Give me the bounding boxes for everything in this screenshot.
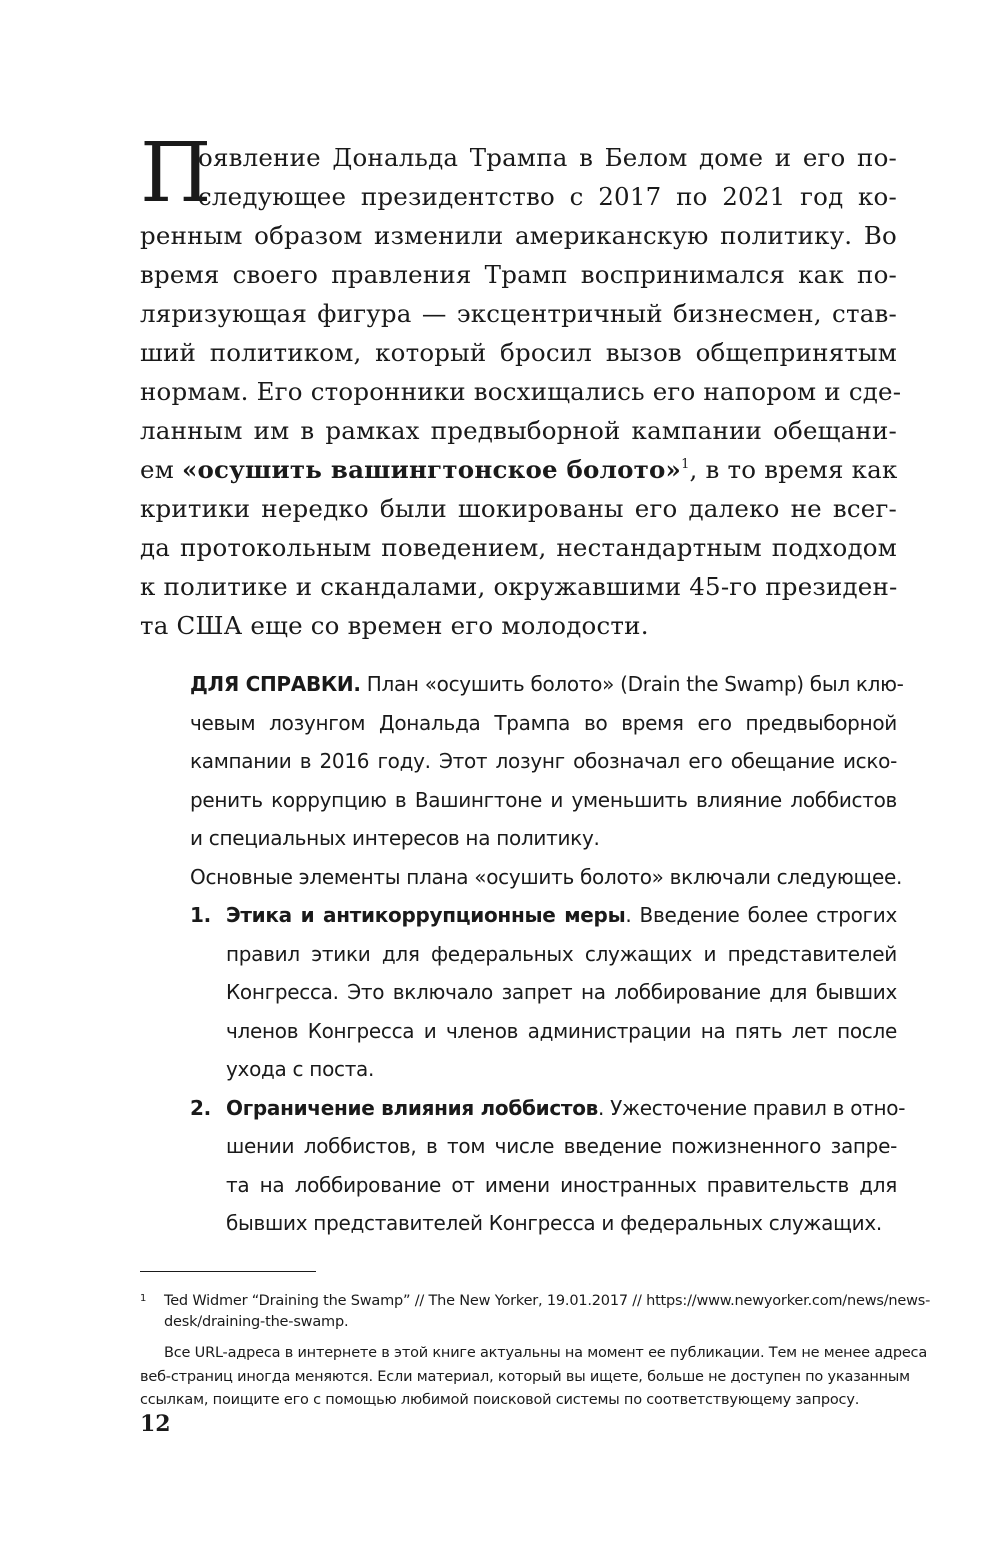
list-line: Конгресса. Это включало запрет на лоббирование для бывших <box>226 980 897 1004</box>
list-number: 1. <box>190 903 211 927</box>
paragraph-line: ланным им в рамках предвыборной кампании обещани- <box>140 416 897 445</box>
main-paragraph <box>140 138 902 645</box>
footnote-line[interactable]: desk/draining-the-swamp. <box>164 1313 349 1330</box>
list-line: правил этики для федеральных служащих и представителей <box>226 941 897 966</box>
list-line <box>226 1089 906 1128</box>
paragraph-line: критики нередко были шокированы его далеко не всег- <box>140 494 897 523</box>
footnotes <box>140 1287 931 1413</box>
paragraph-line: ренным образом изменили американскую политику. Во <box>140 221 897 250</box>
note-line: чевым лозунгом Дональда Трампа во время его предвыборной <box>190 710 897 735</box>
note-line-rest: План «осушить болото» (Drain the Swamp) был клю- <box>360 672 904 696</box>
list-line: шении лоббистов, в том числе введение пожизненного запре- <box>226 1134 897 1158</box>
footnote-line: веб-страниц иногда меняются. Если материал, который вы ищете, больше не доступен по указанным <box>140 1368 910 1385</box>
footnote-mark: 1 <box>140 1293 147 1304</box>
note-lead: ДЛЯ СПРАВКИ. <box>190 672 361 696</box>
paragraph-line-with-emphasis <box>140 450 897 489</box>
list-item <box>190 1089 906 1243</box>
list-line: ухода с поста. <box>226 1057 375 1081</box>
paragraph-line: нормам. Его сторонники восхищались его напором и сде- <box>140 377 902 406</box>
footnote-line <box>140 1287 931 1311</box>
list-line: членов Конгресса и членов администрации на пять лет после <box>226 1018 897 1043</box>
list-term: Ограничение влияния лоббистов <box>226 1095 599 1120</box>
paragraph-line: к политике и скандалами, окружавшими 45-го президен- <box>140 572 898 601</box>
note-line <box>190 665 904 704</box>
note-line: кампании в 2016 году. Этот лозунг обозначал его обещание иско- <box>190 749 897 773</box>
line-end: , в то время как <box>689 455 898 484</box>
list-item <box>190 896 897 1089</box>
footnote-text[interactable]: Ted Widmer “Draining the Swamp” // The New Yorker, 19.01.2017 // https://www.newyorker.com/news/news- <box>164 1293 931 1309</box>
footnote-reference[interactable]: 1 <box>681 457 690 472</box>
paragraph-line: да протокольным поведением, нестандартным подходом <box>140 533 897 562</box>
paragraph-line: следующее президентство с 2017 по 2021 год ко- <box>198 182 897 211</box>
paragraph-line: оявление Дональда Трампа в Белом доме и его по- <box>198 143 897 172</box>
paragraph-line: время своего правления Трамп воспринимался как по- <box>140 260 897 289</box>
footnote-1 <box>140 1287 931 1334</box>
footnote-line: Все URL-адреса в интернете в этой книге актуальны на момент ее публикации. Тем не менее адреса <box>164 1345 928 1361</box>
bold-phrase: «осушить вашингтонское болото» <box>181 455 682 484</box>
page-number: 12 <box>140 1411 171 1437</box>
list-term: Этика и антикоррупционные меры <box>226 903 626 927</box>
list-line-rest: . Введение более строгих <box>625 903 897 927</box>
list-line: бывших представителей Конгресса и федеральных служащих. <box>226 1211 882 1235</box>
paragraph-line: та США еще со времен его молодости. <box>140 611 649 640</box>
reference-note <box>190 665 906 1243</box>
list-line-rest: . Ужесточение правил в отно- <box>598 1095 906 1120</box>
note-line: Основные элементы плана «осушить болото» включали следующее. <box>190 864 903 889</box>
list-number: 2. <box>190 1095 211 1120</box>
paragraph-line: ляризующая фигура — эксцентричный бизнесмен, став- <box>140 299 897 328</box>
note-line: и специальных интересов на политику. <box>190 826 600 850</box>
footnote-line: ссылкам, поищите его с помощью любимой поисковой системы по соответствующему запросу. <box>140 1392 860 1408</box>
list-line: та на лоббирование от имени иностранных правительств для <box>226 1172 897 1197</box>
paragraph-line: ший политиком, который бросил вызов общепринятым <box>140 338 897 367</box>
footnote-separator <box>140 1271 316 1272</box>
list-line <box>226 896 897 935</box>
note-line: ренить коррупцию в Вашингтоне и уменьшить влияние лоббистов <box>190 787 897 812</box>
drop-cap: П <box>140 126 212 221</box>
line-start: ем <box>140 455 182 484</box>
footnote-url-notice <box>140 1342 928 1413</box>
